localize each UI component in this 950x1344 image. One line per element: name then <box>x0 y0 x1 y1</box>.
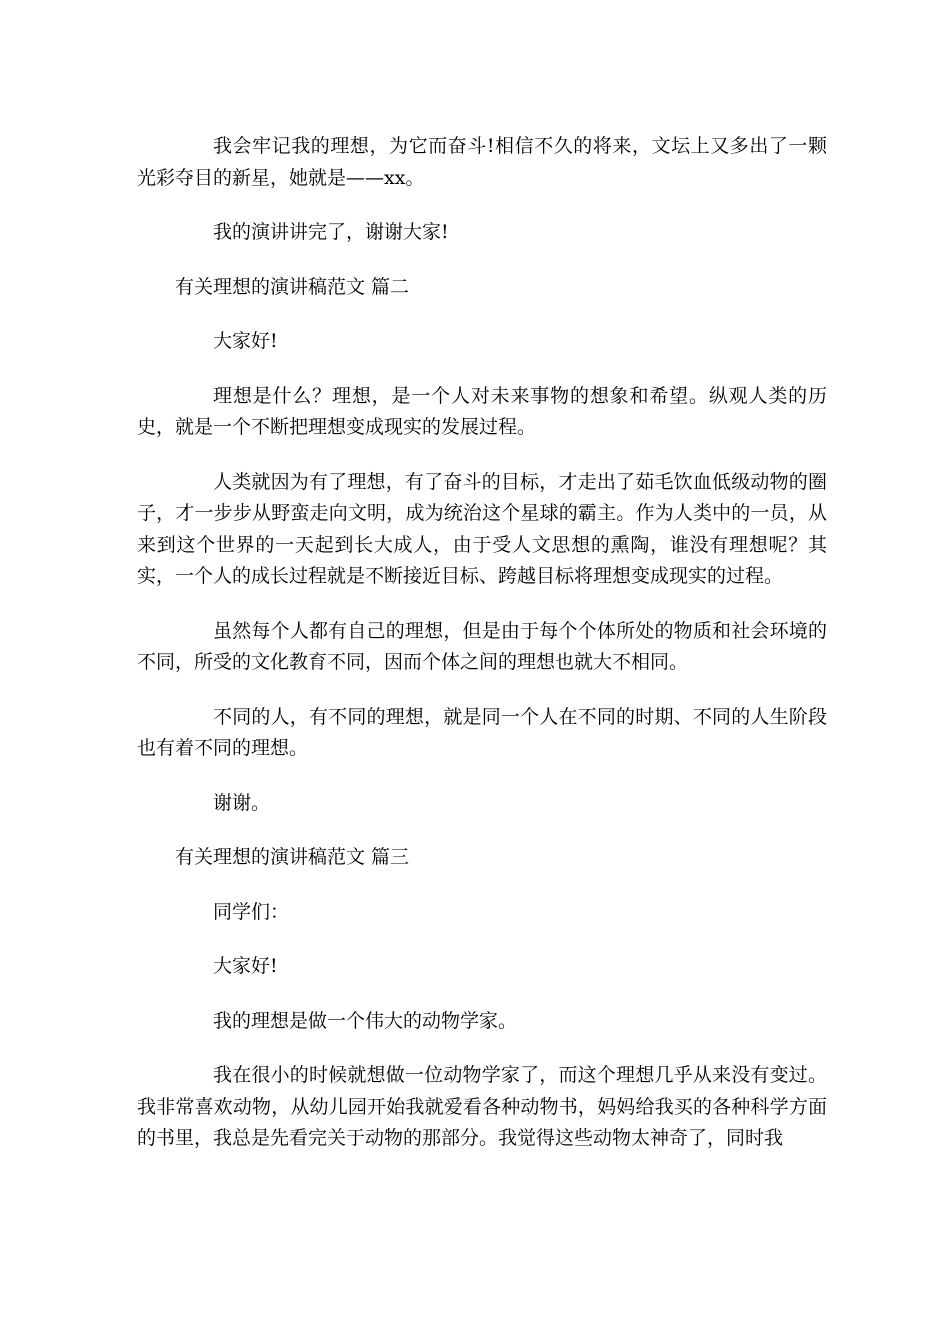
paragraph: 人类就因为有了理想，有了奋斗的目标，才走出了茹毛饮血低级动物的圈子，才一步步从野蛮走向文明，成为统治这个星球的霸主。作为人类中的一员，从来到这个世界的一天起到长大成人，由于受人文思想的熏陶，谁没有理想呢？其实，一个人的成长过程就是不断接近目标、跨越目标将理想变成现实的过程。 <box>137 470 827 587</box>
section-heading: 有关理想的演讲稿范文 篇二 <box>175 275 410 298</box>
paragraph: 不同的人，有不同的理想，就是同一个人在不同的时期、不同的人生阶段也有着不同的理想。 <box>137 705 827 759</box>
paragraph: 大家好! <box>213 330 278 352</box>
paragraph: 我会牢记我的理想，为它而奋斗!相信不久的将来，文坛上又多出了一颗光彩夺目的新星，她就是——xx。 <box>137 135 827 189</box>
paragraph: 同学们： <box>213 900 290 923</box>
paragraph: 虽然每个人都有自己的理想，但是由于每个个体所处的物质和社会环境的不同，所受的文化教育不同，因而个体之间的理想也就大不相同。 <box>137 619 827 673</box>
paragraph: 理想是什么？理想，是一个人对未来事物的想象和希望。纵观人类的历史，就是一个不断把理想变成现实的发展过程。 <box>137 384 827 438</box>
paragraph: 我的理想是做一个伟大的动物学家。 <box>213 1009 518 1032</box>
paragraph: 我的演讲讲完了，谢谢大家! <box>213 221 449 243</box>
document-body <box>137 131 827 1178</box>
section-heading: 有关理想的演讲稿范文 篇三 <box>175 846 410 868</box>
paragraph: 大家好! <box>213 955 278 977</box>
paragraph: 我在很小的时候就想做一位动物学家了，而这个理想几乎从来没有变过。我非常喜欢动物，从幼儿园开始我就爱看各种动物书，妈妈给我买的各种科学方面的书里，我总是先看完关于动物的那部分。我觉得这些动物太神奇了，同时我 <box>137 1064 827 1149</box>
paragraph: 谢谢。 <box>213 791 271 814</box>
